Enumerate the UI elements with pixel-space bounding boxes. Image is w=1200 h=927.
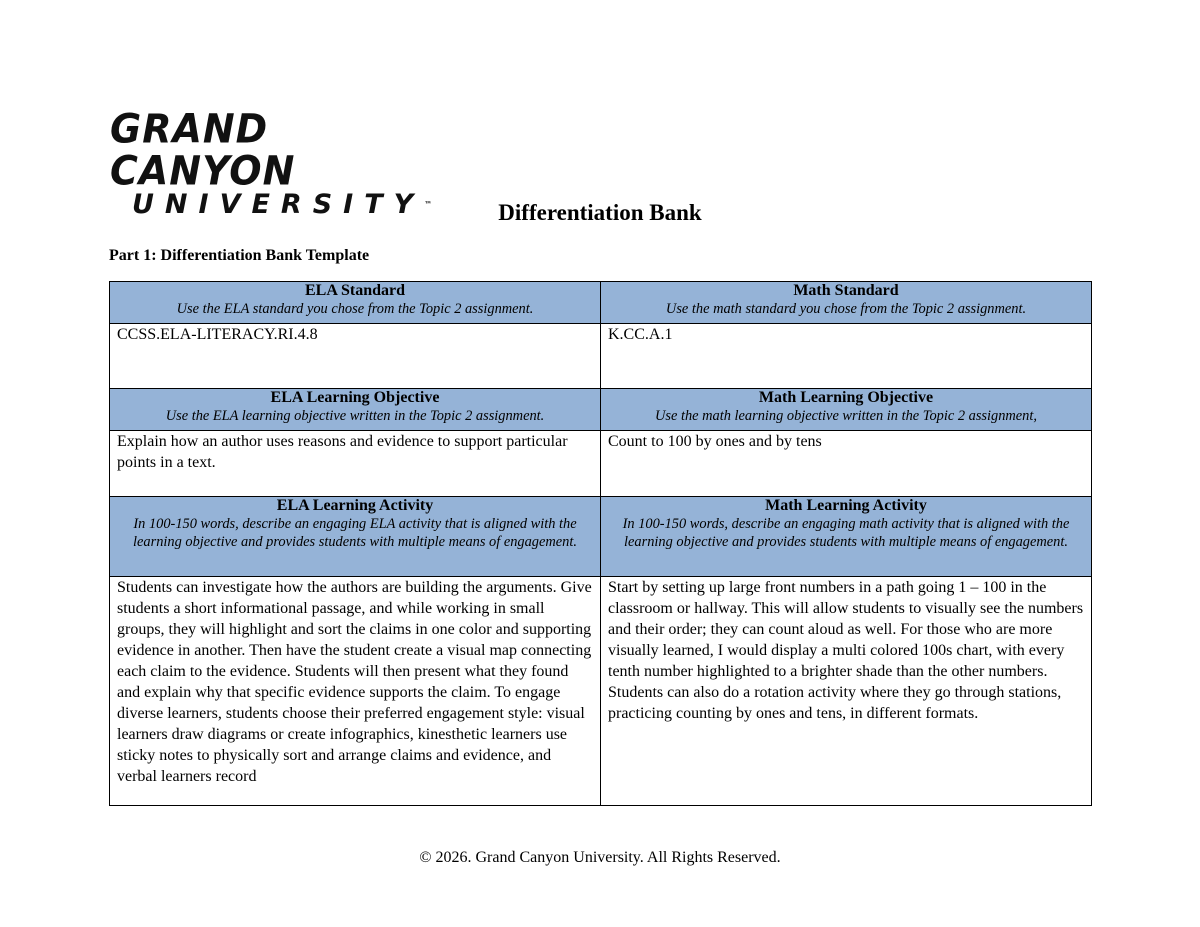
math-activity-value: Start by setting up large front numbers in a path going 1 – 100 in the classroom or hallway. This will allow students to visually see the numbers and their order; they can count aloud as well. For those who are more visually learned, I would display a multi colored 100s chart, with every tenth number highlighted to a brighter shade than the other numbers. Students can also do a rotation activity where they go through stations, practicing counting by ones and tens, in different formats.: [608, 579, 1084, 722]
math-standard-cell[interactable]: [601, 324, 1092, 389]
ela-objective-title: ELA Learning Objective: [270, 389, 440, 406]
ela-objective-header: [110, 389, 601, 431]
math-activity-cell[interactable]: [601, 577, 1092, 806]
differentiation-bank-table: [109, 281, 1092, 806]
ela-standard-header: [110, 282, 601, 324]
ela-activity-cell[interactable]: [110, 577, 601, 806]
ela-objective-value: Explain how an author uses reasons and evidence to support particular points in a text.: [117, 433, 568, 471]
math-standard-header: [601, 282, 1092, 324]
ela-standard-instruction: Use the ELA standard you chose from the Topic 2 assignment.: [176, 301, 534, 317]
logo-line-1: GRAND CANYON: [110, 105, 296, 195]
objective-header-row: [110, 389, 1092, 431]
ela-activity-title: ELA Learning Activity: [276, 497, 434, 514]
ela-activity-instruction: In 100-150 words, describe an engaging ELA activity that is aligned with the learning objective and provides students with multiple means of engagement.: [133, 516, 577, 550]
objective-value-row: [110, 431, 1092, 497]
part-heading: Part 1: Differentiation Bank Template: [109, 247, 370, 264]
math-standard-title: Math Standard: [793, 282, 899, 299]
math-standard-value: K.CC.A.1: [608, 326, 673, 343]
standard-header-row: [110, 282, 1092, 324]
copyright-footer: © 2026. Grand Canyon University. All Rights Reserved.: [419, 849, 781, 866]
activity-header-row: [110, 497, 1092, 577]
standard-value-row: [110, 324, 1092, 389]
ela-standard-title: ELA Standard: [304, 282, 406, 299]
document-title: Differentiation Bank: [498, 200, 702, 225]
math-objective-title: Math Learning Objective: [758, 389, 934, 406]
ela-objective-instruction: Use the ELA learning objective written in the Topic 2 assignment.: [165, 408, 545, 424]
math-objective-cell[interactable]: [601, 431, 1092, 497]
activity-value-row: [110, 577, 1092, 806]
math-objective-instruction: Use the math learning objective written in the Topic 2 assignment,: [655, 408, 1037, 424]
gcu-logo: [110, 105, 433, 220]
math-objective-value: Count to 100 by ones and by tens: [608, 433, 822, 450]
ela-activity-value: Students can investigate how the authors are building the arguments. Give students a short informational passage, and while working in small groups, they will highlight and sort the claims in one color and supporting evidence in another. Then have the student create a visual map connecting each claim to the evidence. Students will then present what they found and explain why that specific evidence supports the claim. To engage diverse learners, students choose their preferred engagement style: visual learners draw diagrams or create infographics, kinesthetic learners use sticky notes to physically sort and arrange claims and evidence, and verbal learners record: [117, 579, 592, 785]
math-activity-title: Math Learning Activity: [765, 497, 927, 514]
math-activity-header: [601, 497, 1092, 577]
ela-activity-header: [110, 497, 601, 577]
logo-trademark: ™: [424, 200, 433, 209]
math-objective-header: [601, 389, 1092, 431]
logo-line-2-text: UNIVERSITY: [132, 189, 425, 220]
ela-objective-cell[interactable]: [110, 431, 601, 497]
ela-standard-cell[interactable]: [110, 324, 601, 389]
ela-standard-value: CCSS.ELA-LITERACY.RI.4.8: [117, 326, 318, 343]
math-standard-instruction: Use the math standard you chose from the Topic 2 assignment.: [665, 301, 1027, 317]
math-activity-instruction: In 100-150 words, describe an engaging math activity that is aligned with the learning objective and provides students with multiple means of engagement.: [622, 516, 1070, 550]
